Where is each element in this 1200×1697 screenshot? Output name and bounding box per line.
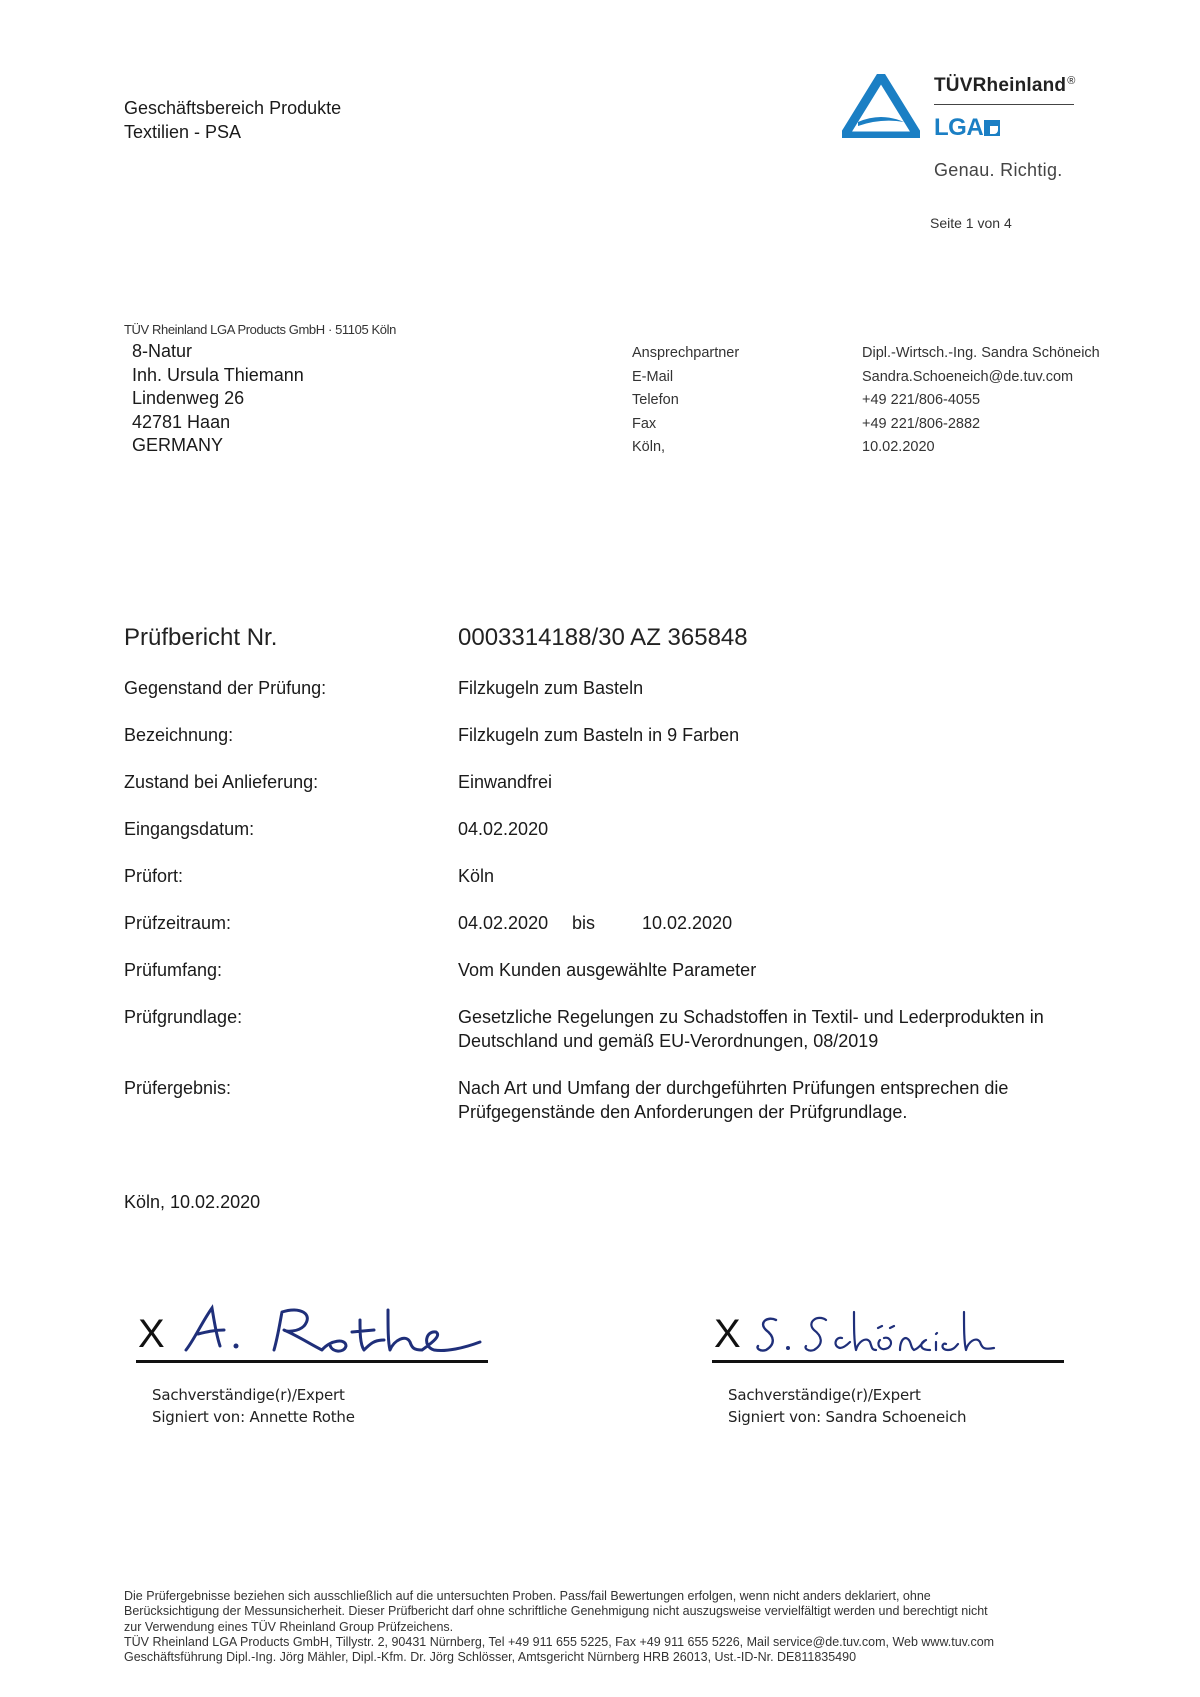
contact-label: Ansprechpartner — [632, 345, 740, 361]
footer-line: Berücksichtigung der Messunsicherheit. Dieser Prüfbericht darf ohne schriftliche Genehmigung nicht auszugsweise vervielfältigt werden und berechtigt nicht — [124, 1604, 988, 1619]
footer-line: Die Prüfergebnisse beziehen sich ausschließlich auf die untersuchten Proben. Pass/fail Bewertungen erfolgen, wenn nicht anders deklariert, ohne — [124, 1589, 931, 1603]
field-value: Filzkugeln zum Basteln in 9 Farben — [458, 725, 740, 745]
field-label: Gegenstand der Prüfung: — [124, 678, 327, 698]
contact-value: Dipl.-Wirtsch.-Ing. Sandra Schöneich — [862, 345, 1100, 361]
logo-tagline: Genau. Richtig. — [934, 160, 1063, 180]
recipient-line: Inh. Ursula Thiemann — [132, 364, 304, 385]
report-number: 0003314188/30 AZ 365848 — [458, 624, 748, 651]
signature-line — [136, 1360, 488, 1363]
field-value-to: 10.02.2020 — [642, 913, 733, 933]
field-value-separator: bis — [572, 913, 596, 933]
recipient-line: Lindenweg 26 — [132, 388, 245, 408]
field-value: Nach Art und Umfang der durchgeführten Prüfungen entsprechen die Prüfgegenstände den Anforderungen der Prüfgrundlage. — [458, 1078, 1009, 1122]
lga-square-icon — [984, 120, 1000, 136]
contact-value: +49 221/806-4055 — [862, 392, 981, 408]
signature-block-schoeneich — [700, 1300, 1080, 1440]
logo-divider — [934, 104, 1074, 105]
sender-line: TÜV Rheinland LGA Products GmbH · 51105 Köln — [124, 322, 396, 337]
contact-label: E-Mail — [632, 368, 674, 385]
department-line-1: Geschäftsbereich Produkte — [124, 98, 342, 118]
tuv-rheinland-lga-logo — [842, 70, 1122, 190]
field-value: Gesetzliche Regelungen zu Schadstoffen in Textil- und Lederprodukten in Deutschland und gemäß EU-Verordnungen, 08/2019 — [458, 1007, 1044, 1051]
field-value: Einwandfrei — [458, 772, 553, 792]
footer-line: TÜV Rheinland LGA Products GmbH, Tillystr. 2, 90431 Nürnberg, Tel +49 911 655 5225, Fax +49 911 655 5226, Mail service@de.tuv.com, Web www.tuv.com — [124, 1634, 995, 1649]
recipient-line: 42781 Haan — [132, 411, 231, 432]
field-value: Filzkugeln zum Basteln — [458, 678, 644, 698]
contact-block — [632, 342, 1100, 460]
signature-mark: X — [714, 1312, 741, 1356]
contact-row — [632, 413, 1100, 437]
field-value: Vom Kunden ausgewählte Parameter — [458, 960, 757, 980]
department-line-2: Textilien - PSA — [124, 122, 242, 142]
field-label: Zustand bei Anlieferung: — [124, 772, 319, 792]
field-label: Prüfort: — [124, 866, 184, 886]
tuv-triangle-icon — [842, 74, 920, 138]
signature-role: Sachverständige(r)/Expert — [728, 1386, 921, 1404]
contact-email[interactable]: Sandra.Schoeneich@de.tuv.com — [862, 368, 1074, 385]
department-header — [124, 96, 341, 144]
contact-value: +49 221/806-2882 — [862, 415, 981, 432]
contact-row — [632, 389, 1100, 413]
signature-block-rothe — [124, 1300, 504, 1440]
report-title — [124, 624, 748, 652]
recipient-address — [132, 340, 304, 458]
field-label: Prüfzeitraum: — [124, 913, 232, 933]
field-label: Bezeichnung: — [124, 725, 234, 745]
contact-value: 10.02.2020 — [862, 439, 935, 455]
field-label: Prüfumfang: — [124, 960, 223, 980]
contact-label: Telefon — [632, 392, 679, 408]
handwritten-signature-schoeneich — [750, 1302, 1070, 1362]
field-value: Köln — [458, 866, 495, 886]
field-label: Prüfergebnis: — [124, 1078, 232, 1098]
contact-row — [632, 436, 1100, 460]
place-date: Köln, 10.02.2020 — [124, 1192, 261, 1212]
signature-role: Sachverständige(r)/Expert — [152, 1386, 345, 1404]
contact-label: Köln, — [632, 439, 666, 455]
contact-row — [632, 342, 1100, 366]
signature-signer: Signiert von: Annette Rothe — [152, 1408, 355, 1426]
footer-line: Geschäftsführung Dipl.-Ing. Jörg Mähler, Dipl.-Kfm. Dr. Jörg Schlösser, Amtsgericht Nürnberg HRB 26013, Ust.-ID-Nr. DE811835490 — [124, 1650, 857, 1665]
report-title-label: Prüfbericht Nr. — [124, 624, 278, 651]
signature-signer: Signiert von: Sandra Schoeneich — [728, 1408, 967, 1426]
logo-lga: LGA — [934, 114, 1000, 142]
page-indicator: Seite 1 von 4 — [930, 215, 1012, 231]
recipient-line: 8-Natur — [132, 341, 193, 361]
contact-label: Fax — [632, 415, 657, 432]
field-label: Eingangsdatum: — [124, 819, 255, 839]
signature-line — [712, 1360, 1064, 1363]
field-label: Prüfgrundlage: — [124, 1007, 243, 1027]
recipient-line: GERMANY — [132, 435, 224, 455]
signature-mark: X — [138, 1312, 165, 1356]
field-value-from: 04.02.2020 — [458, 913, 549, 933]
handwritten-signature-rothe — [174, 1300, 494, 1360]
contact-row — [632, 366, 1100, 390]
footer-line: zur Verwendung eines TÜV Rheinland Group Prüfzeichens. — [124, 1619, 454, 1634]
field-value: 04.02.2020 — [458, 819, 549, 839]
legal-footer — [124, 1589, 1124, 1665]
logo-brand: TÜVRheinland® — [934, 75, 1076, 96]
